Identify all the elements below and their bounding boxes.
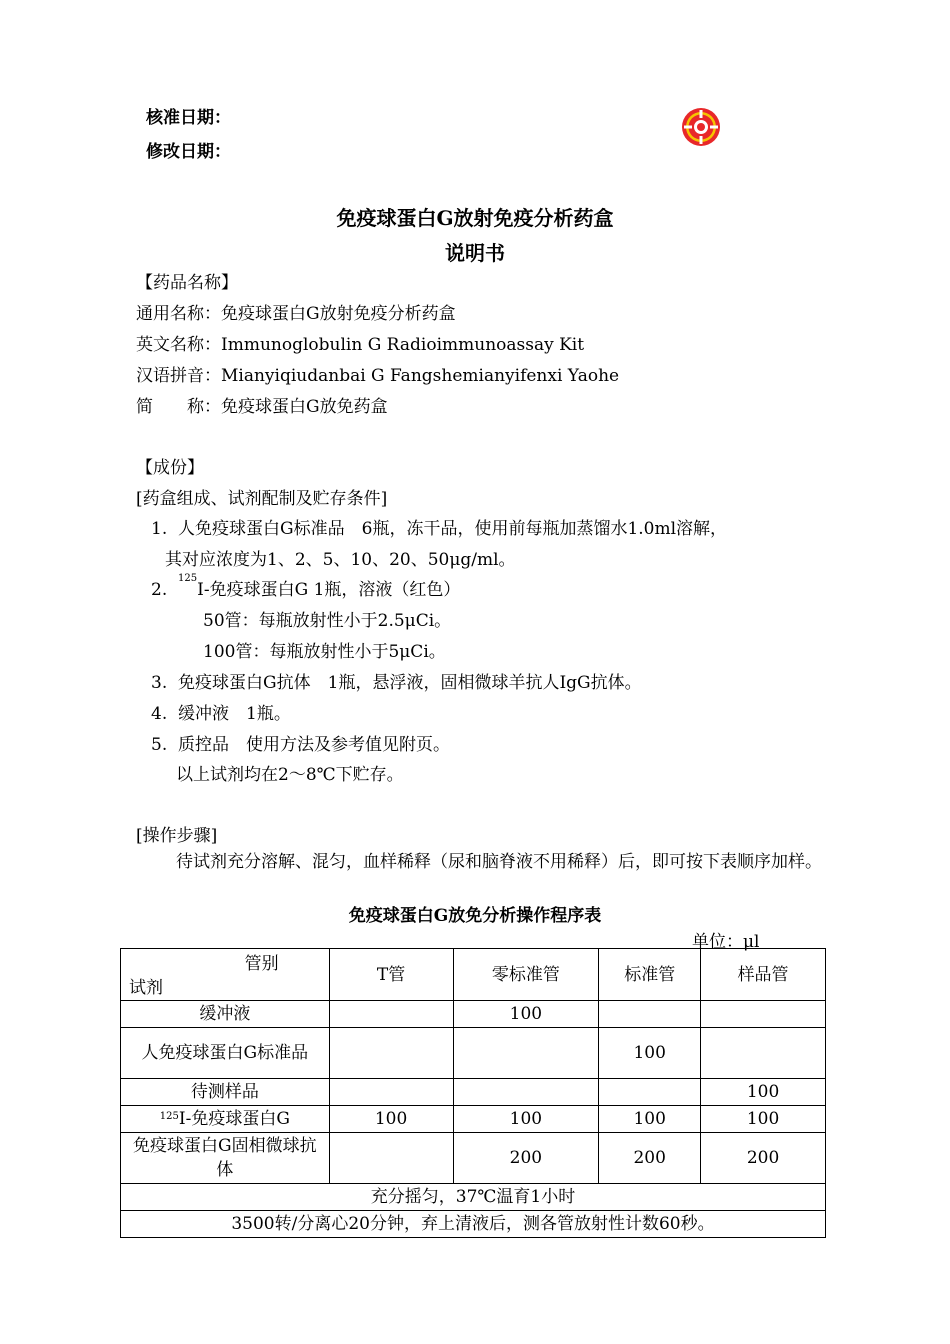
approval-date-label: 核准日期：: [146, 108, 231, 128]
table-cell: 100: [329, 1106, 453, 1133]
table-row: [121, 1028, 826, 1079]
storage-note: 以上试剂均在2～8℃下贮存。: [176, 765, 404, 785]
table-cell: [329, 1133, 453, 1184]
short-name: 简 称：免疫球蛋白G放免药盒: [136, 397, 388, 417]
table-cell: [329, 1028, 453, 1079]
procedure-paragraph: 待试剂充分溶解、混匀，血样稀释（尿和脑脊液不用稀释）后，即可按下表顺序加样。: [176, 852, 822, 872]
column-header: 标准管: [599, 949, 701, 1001]
composition-heading: 【成份】: [136, 458, 204, 478]
table-cell: [701, 1001, 826, 1028]
table-cell: [329, 1079, 453, 1106]
list-subitem: 50管：每瓶放射性小于2.5μCi。: [203, 611, 452, 631]
table-corner-cell: 管别 试剂: [121, 949, 330, 1001]
table-cell: 100: [701, 1079, 826, 1106]
document-subtitle: 说明书: [445, 241, 505, 265]
table-cell: 200: [599, 1133, 701, 1184]
pinyin-name: 汉语拼音：Mianyiqiudanbai G Fangshemianyifenxi Yaohe: [136, 366, 620, 386]
table-cell: 200: [453, 1133, 599, 1184]
table-footer-row: [121, 1211, 826, 1238]
centrifuge-step: 3500转/分离心20分钟，弃上清液后，测各管放射性计数60秒。: [121, 1211, 826, 1238]
table-cell: 100: [599, 1028, 701, 1079]
list-item: 3. 免疫球蛋白G抗体 1瓶，悬浮液，固相微球羊抗人IgG抗体。: [151, 673, 642, 693]
table-cell: 100: [599, 1106, 701, 1133]
table-cell: [599, 1079, 701, 1106]
list-subitem: 100管：每瓶放射性小于5μCi。: [203, 642, 446, 662]
column-header: T管: [329, 949, 453, 1001]
row-label: 待测样品: [121, 1079, 330, 1106]
unit-label: 单位：μl: [692, 932, 760, 952]
row-label: 缓冲液: [121, 1001, 330, 1028]
column-header: 零标准管: [453, 949, 599, 1001]
table-row: [121, 1079, 826, 1106]
list-item: 1. 人免疫球蛋白G标准品 6瓶，冻干品，使用前每瓶加蒸馏水1.0ml溶解，: [151, 519, 728, 539]
table-row: [121, 1106, 826, 1133]
table-cell: [599, 1001, 701, 1028]
column-header: 样品管: [701, 949, 826, 1001]
row-label: 免疫球蛋白G固相微球抗体: [121, 1133, 330, 1184]
table-cell: 100: [701, 1106, 826, 1133]
drug-name-heading: 【药品名称】: [136, 273, 238, 293]
row-label: 人免疫球蛋白G标准品: [121, 1028, 330, 1079]
table-row: [121, 1133, 826, 1184]
list-item: 2. $^{125}$I-免疫球蛋白G 1瓶，溶液（红色）: [151, 573, 461, 600]
row-label: $^{125}$I-免疫球蛋白G: [121, 1106, 330, 1133]
table-cell: 200: [701, 1133, 826, 1184]
document-title: 免疫球蛋白G放射免疫分析药盒: [336, 206, 614, 230]
table-cell: [453, 1028, 599, 1079]
table-header-row: [121, 949, 826, 1001]
table-cell: [453, 1079, 599, 1106]
table-title: 免疫球蛋白G放免分析操作程序表: [348, 906, 602, 926]
procedure-heading: [操作步骤]: [136, 826, 218, 846]
red-seal-logo-icon: [681, 107, 721, 147]
revision-date-label: 修改日期：: [146, 142, 231, 162]
procedure-table: [120, 948, 826, 1238]
composition-subheading: [药盒组成、试剂配制及贮存条件]: [136, 489, 388, 509]
list-item: 4. 缓冲液 1瓶。: [151, 704, 291, 724]
english-name: 英文名称：Immunoglobulin G Radioimmunoassay Kit: [136, 335, 585, 355]
table-cell: [329, 1001, 453, 1028]
common-name: 通用名称：免疫球蛋白G放射免疫分析药盒: [136, 304, 456, 324]
table-footer-row: [121, 1184, 826, 1211]
table-cell: 100: [453, 1106, 599, 1133]
table-row: [121, 1001, 826, 1028]
incubation-step: 充分摇匀，37℃温育1小时: [121, 1184, 826, 1211]
list-item: 5. 质控品 使用方法及参考值见附页。: [151, 735, 451, 755]
table-cell: [701, 1028, 826, 1079]
table-cell: 100: [453, 1001, 599, 1028]
list-item-continuation: 其对应浓度为1、2、5、10、20、50μg/ml。: [165, 550, 516, 570]
